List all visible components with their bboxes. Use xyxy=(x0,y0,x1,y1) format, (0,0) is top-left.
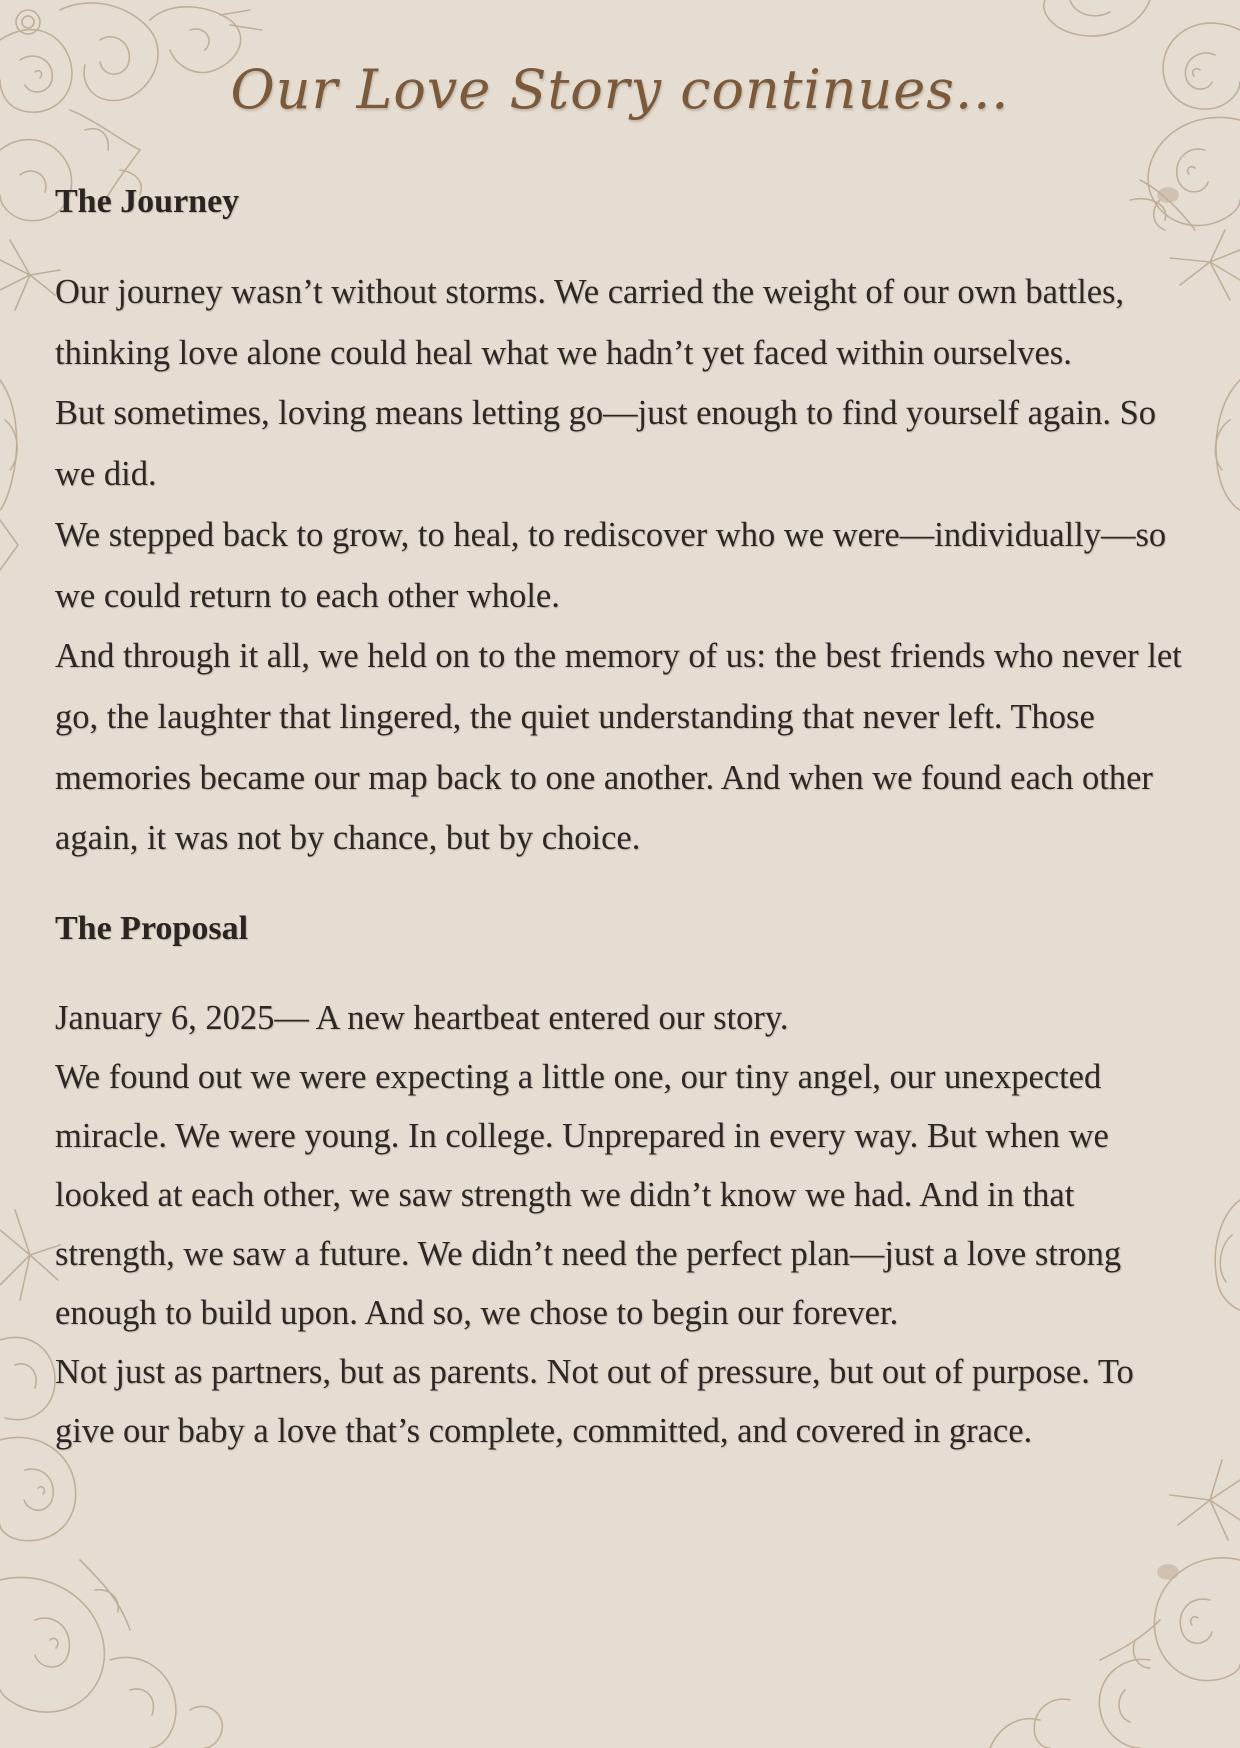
page-title: Our Love Story continues... xyxy=(230,58,1010,121)
paragraph: Not just as partners, but as parents. Not out of pressure, but out of purpose. To give our baby a love that’s complete, committed, and covered in grace. xyxy=(55,1353,1134,1451)
section-heading: The Journey xyxy=(55,183,240,220)
section-journey xyxy=(55,176,1190,869)
section-heading: The Proposal xyxy=(55,910,249,948)
paragraph: We found out we were expecting a little one, our tiny angel, our unexpected miracle. We were young. In college. Unprepared in every way. But when we looked at each other, we saw strength we didn’t know we had. And in that strength, we saw a future. We didn’t need the perfect plan—just a love strong enough to build upon. And so, we chose to begin our forever. xyxy=(55,1058,1122,1333)
floral-left-mid-icon xyxy=(0,380,18,570)
story-content xyxy=(55,176,1190,1461)
paragraph: And through it all, we held on to the memory of us: the best friends who never let go, the laughter that lingered, the quiet understanding that never left. Those memories became our map back to one another. And when we found each other again, it was not by chance, but by choice. xyxy=(55,637,1182,858)
paragraph: We stepped back to grow, to heal, to rediscover who we were—individually—so we could return to each other whole. xyxy=(55,515,1167,615)
section-proposal xyxy=(55,903,1190,1461)
paragraph: Our journey wasn’t without storms. We carried the weight of our own battles, thinking love alone could heal what we hadn’t yet faced within ourselves. xyxy=(55,273,1125,372)
paragraph: January 6, 2025— A new heartbeat entered our story. xyxy=(55,999,789,1038)
paragraph: But sometimes, loving means letting go—just enough to find yourself again. So we did. xyxy=(55,394,1157,494)
